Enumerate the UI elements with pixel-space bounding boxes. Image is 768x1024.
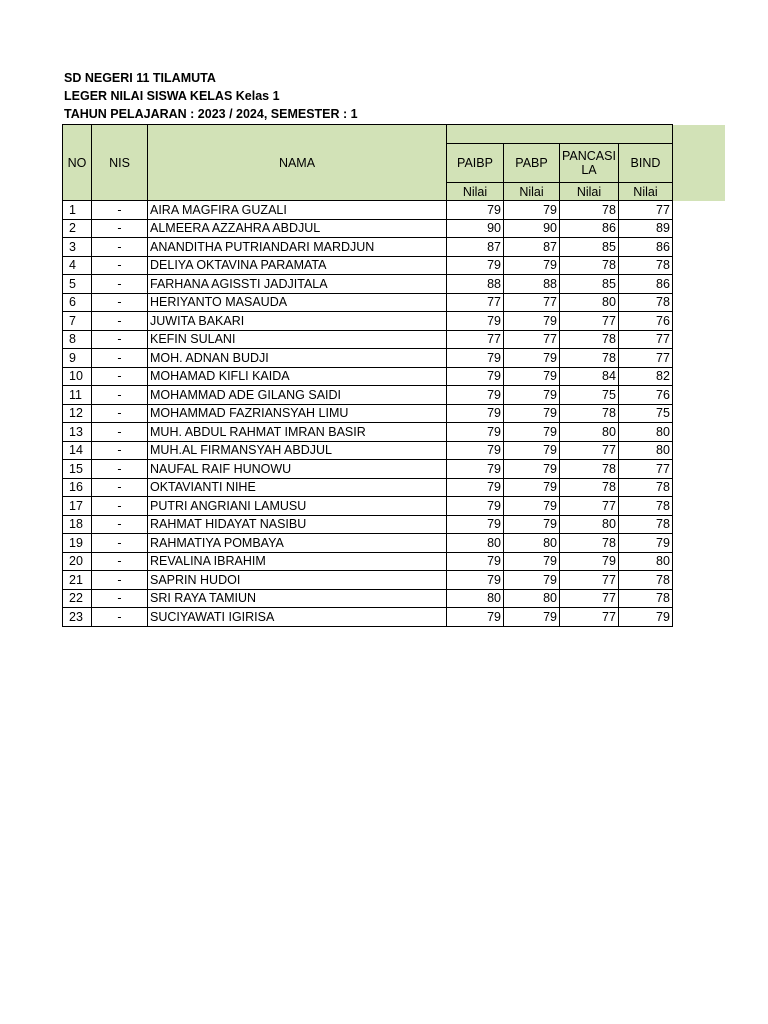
cell-nama: MUH. ABDUL RAHMAT IMRAN BASIR — [148, 423, 447, 442]
cell-pancasila: 77 — [560, 589, 619, 608]
cell-no: 22 — [63, 589, 92, 608]
cell-pabp: 79 — [504, 478, 560, 497]
cell-pancasila: 78 — [560, 201, 619, 220]
cell-paibp: 79 — [447, 460, 504, 479]
cell-pabp: 79 — [504, 349, 560, 368]
cell-no: 21 — [63, 571, 92, 590]
cell-nama: SAPRIN HUDOI — [148, 571, 447, 590]
col-header-paibp: PAIBP — [447, 144, 504, 183]
cell-nis: - — [92, 515, 148, 534]
document-title: LEGER NILAI SISWA KELAS Kelas 1 — [64, 89, 280, 103]
cell-nama: SRI RAYA TAMIUN — [148, 589, 447, 608]
cell-paibp: 77 — [447, 330, 504, 349]
cell-nis: - — [92, 293, 148, 312]
cell-pancasila: 85 — [560, 275, 619, 294]
cell-bind: 78 — [618, 571, 672, 590]
cell-pancasila: 78 — [560, 349, 619, 368]
cell-no: 23 — [63, 608, 92, 627]
table-row — [63, 219, 673, 238]
cell-bind: 79 — [618, 534, 672, 553]
cell-nama: REVALINA IBRAHIM — [148, 552, 447, 571]
cell-bind: 86 — [618, 275, 672, 294]
cell-no: 16 — [63, 478, 92, 497]
cell-no: 11 — [63, 386, 92, 405]
cell-pabp: 79 — [504, 256, 560, 275]
cell-no: 1 — [63, 201, 92, 220]
nilai-label: Nilai — [447, 183, 504, 201]
cell-pabp: 79 — [504, 312, 560, 331]
cell-pabp: 88 — [504, 275, 560, 294]
table-row — [63, 386, 673, 405]
cell-nis: - — [92, 349, 148, 368]
grade-ledger-table — [62, 124, 673, 627]
cell-pancasila: 79 — [560, 552, 619, 571]
cell-paibp: 79 — [447, 349, 504, 368]
nilai-label: Nilai — [618, 183, 672, 201]
cell-bind: 77 — [618, 201, 672, 220]
table-row — [63, 460, 673, 479]
cell-no: 6 — [63, 293, 92, 312]
cell-pancasila: 80 — [560, 293, 619, 312]
cell-paibp: 87 — [447, 238, 504, 257]
cell-no: 10 — [63, 367, 92, 386]
cell-nama: ALMEERA AZZAHRA ABDJUL — [148, 219, 447, 238]
cell-paibp: 79 — [447, 441, 504, 460]
cell-pancasila: 80 — [560, 515, 619, 534]
cell-no: 13 — [63, 423, 92, 442]
cell-nama: MOHAMAD KIFLI KAIDA — [148, 367, 447, 386]
cell-nama: AIRA MAGFIRA GUZALI — [148, 201, 447, 220]
cell-nama: OKTAVIANTI NIHE — [148, 478, 447, 497]
cell-nama: MOH. ADNAN BUDJI — [148, 349, 447, 368]
cell-pancasila: 77 — [560, 441, 619, 460]
cell-nis: - — [92, 330, 148, 349]
cell-nama: ANANDITHA PUTRIANDARI MARDJUN — [148, 238, 447, 257]
cell-bind: 86 — [618, 238, 672, 257]
school-name: SD NEGERI 11 TILAMUTA — [64, 71, 216, 85]
cell-paibp: 79 — [447, 312, 504, 331]
cell-no: 20 — [63, 552, 92, 571]
cell-nama: RAHMATIYA POMBAYA — [148, 534, 447, 553]
cell-pancasila: 77 — [560, 312, 619, 331]
cell-paibp: 79 — [447, 256, 504, 275]
table-row — [63, 534, 673, 553]
cell-paibp: 79 — [447, 552, 504, 571]
cell-pabp: 77 — [504, 330, 560, 349]
cell-paibp: 80 — [447, 534, 504, 553]
cell-paibp: 77 — [447, 293, 504, 312]
cell-no: 5 — [63, 275, 92, 294]
cell-nis: - — [92, 201, 148, 220]
table-row — [63, 515, 673, 534]
cell-pancasila: 78 — [560, 330, 619, 349]
cell-pabp: 79 — [504, 608, 560, 627]
cell-no: 15 — [63, 460, 92, 479]
col-header-pancasila: PANCASI LA — [560, 144, 619, 183]
table-row — [63, 349, 673, 368]
cell-nis: - — [92, 256, 148, 275]
cell-pabp: 79 — [504, 497, 560, 516]
cell-nis: - — [92, 367, 148, 386]
col-header-nis: NIS — [92, 125, 148, 201]
cell-no: 9 — [63, 349, 92, 368]
table-body — [63, 201, 673, 627]
cell-pabp: 79 — [504, 515, 560, 534]
cell-paibp: 79 — [447, 404, 504, 423]
cell-paibp: 80 — [447, 589, 504, 608]
cell-pabp: 79 — [504, 367, 560, 386]
cell-pabp: 79 — [504, 460, 560, 479]
col-header-bind: BIND — [618, 144, 672, 183]
cell-bind: 80 — [618, 423, 672, 442]
cell-bind: 78 — [618, 497, 672, 516]
cell-paibp: 79 — [447, 571, 504, 590]
cell-pancasila: 80 — [560, 423, 619, 442]
cell-nama: FARHANA AGISSTI JADJITALA — [148, 275, 447, 294]
cell-nis: - — [92, 552, 148, 571]
cell-pabp: 79 — [504, 423, 560, 442]
cell-bind: 78 — [618, 293, 672, 312]
cell-bind: 76 — [618, 386, 672, 405]
cell-pabp: 79 — [504, 571, 560, 590]
cell-bind: 82 — [618, 367, 672, 386]
cell-bind: 78 — [618, 589, 672, 608]
document-header — [64, 69, 684, 123]
cell-bind: 80 — [618, 552, 672, 571]
cell-paibp: 79 — [447, 497, 504, 516]
cell-pabp: 77 — [504, 293, 560, 312]
cell-no: 12 — [63, 404, 92, 423]
cell-pancasila: 77 — [560, 497, 619, 516]
cell-nama: DELIYA OKTAVINA PARAMATA — [148, 256, 447, 275]
table-row — [63, 589, 673, 608]
cell-nis: - — [92, 386, 148, 405]
cell-bind: 78 — [618, 515, 672, 534]
cell-bind: 77 — [618, 330, 672, 349]
nilai-label: Nilai — [560, 183, 619, 201]
cell-bind: 76 — [618, 312, 672, 331]
table-row — [63, 608, 673, 627]
cell-pancasila: 77 — [560, 571, 619, 590]
cell-nis: - — [92, 478, 148, 497]
cell-nama: MOHAMMAD ADE GILANG SAIDI — [148, 386, 447, 405]
cell-paibp: 79 — [447, 515, 504, 534]
cell-bind: 77 — [618, 349, 672, 368]
cell-nis: - — [92, 312, 148, 331]
cell-nama: SUCIYAWATI IGIRISA — [148, 608, 447, 627]
cell-pabp: 80 — [504, 589, 560, 608]
table-row — [63, 497, 673, 516]
cell-no: 18 — [63, 515, 92, 534]
cell-nis: - — [92, 423, 148, 442]
cell-nama: KEFIN SULANI — [148, 330, 447, 349]
table-row — [63, 330, 673, 349]
cell-paibp: 88 — [447, 275, 504, 294]
cell-no: 2 — [63, 219, 92, 238]
academic-year: TAHUN PELAJARAN : 2023 / 2024, SEMESTER : 1 — [64, 107, 358, 121]
table-row — [63, 275, 673, 294]
col-header-pabp: PABP — [504, 144, 560, 183]
cell-pabp: 90 — [504, 219, 560, 238]
col-header-nama: NAMA — [148, 125, 447, 201]
cell-no: 8 — [63, 330, 92, 349]
cell-no: 4 — [63, 256, 92, 275]
cell-paibp: 79 — [447, 478, 504, 497]
cell-pabp: 79 — [504, 404, 560, 423]
cell-pancasila: 78 — [560, 478, 619, 497]
nilai-label: Nilai — [504, 183, 560, 201]
cell-no: 14 — [63, 441, 92, 460]
cell-bind: 79 — [618, 608, 672, 627]
cell-no: 17 — [63, 497, 92, 516]
table-row — [63, 552, 673, 571]
cell-bind: 77 — [618, 460, 672, 479]
cell-nama: HERIYANTO MASAUDA — [148, 293, 447, 312]
table-row — [63, 256, 673, 275]
cell-pancasila: 78 — [560, 534, 619, 553]
cell-paibp: 79 — [447, 201, 504, 220]
cell-bind: 89 — [618, 219, 672, 238]
cell-pancasila: 75 — [560, 386, 619, 405]
cell-nama: MOHAMMAD FAZRIANSYAH LIMU — [148, 404, 447, 423]
cell-nis: - — [92, 219, 148, 238]
table-row — [63, 367, 673, 386]
cell-bind: 78 — [618, 256, 672, 275]
cell-nis: - — [92, 460, 148, 479]
cell-pancasila: 86 — [560, 219, 619, 238]
cell-pabp: 87 — [504, 238, 560, 257]
table-row — [63, 404, 673, 423]
cell-pabp: 79 — [504, 441, 560, 460]
cell-bind: 75 — [618, 404, 672, 423]
cell-nis: - — [92, 589, 148, 608]
cell-nama: NAUFAL RAIF HUNOWU — [148, 460, 447, 479]
table-row — [63, 238, 673, 257]
cell-nama: MUH.AL FIRMANSYAH ABDJUL — [148, 441, 447, 460]
table-row — [63, 293, 673, 312]
table-row — [63, 423, 673, 442]
cell-pancasila: 85 — [560, 238, 619, 257]
table-row — [63, 312, 673, 331]
cell-nis: - — [92, 238, 148, 257]
cell-pancasila: 78 — [560, 460, 619, 479]
cell-nis: - — [92, 534, 148, 553]
table-header — [63, 125, 673, 201]
cell-pancasila: 78 — [560, 404, 619, 423]
cell-no: 7 — [63, 312, 92, 331]
cell-pabp: 79 — [504, 552, 560, 571]
cell-nis: - — [92, 275, 148, 294]
table-row — [63, 201, 673, 220]
cell-no: 19 — [63, 534, 92, 553]
cell-nis: - — [92, 441, 148, 460]
cell-nama: JUWITA BAKARI — [148, 312, 447, 331]
cell-paibp: 90 — [447, 219, 504, 238]
col-header-no: NO — [63, 125, 92, 201]
subject-group-header — [447, 125, 673, 144]
cell-pancasila: 84 — [560, 367, 619, 386]
cell-nis: - — [92, 497, 148, 516]
cell-pancasila: 77 — [560, 608, 619, 627]
cell-pancasila: 78 — [560, 256, 619, 275]
cell-pabp: 80 — [504, 534, 560, 553]
cell-paibp: 79 — [447, 423, 504, 442]
cell-nis: - — [92, 404, 148, 423]
cell-paibp: 79 — [447, 367, 504, 386]
cell-nama: PUTRI ANGRIANI LAMUSU — [148, 497, 447, 516]
cell-nis: - — [92, 608, 148, 627]
cell-bind: 80 — [618, 441, 672, 460]
table-row — [63, 478, 673, 497]
cell-nis: - — [92, 571, 148, 590]
cell-paibp: 79 — [447, 608, 504, 627]
cell-no: 3 — [63, 238, 92, 257]
cell-pabp: 79 — [504, 201, 560, 220]
table-row — [63, 571, 673, 590]
table-row — [63, 441, 673, 460]
cell-bind: 78 — [618, 478, 672, 497]
cell-paibp: 79 — [447, 386, 504, 405]
cell-pabp: 79 — [504, 386, 560, 405]
cell-nama: RAHMAT HIDAYAT NASIBU — [148, 515, 447, 534]
